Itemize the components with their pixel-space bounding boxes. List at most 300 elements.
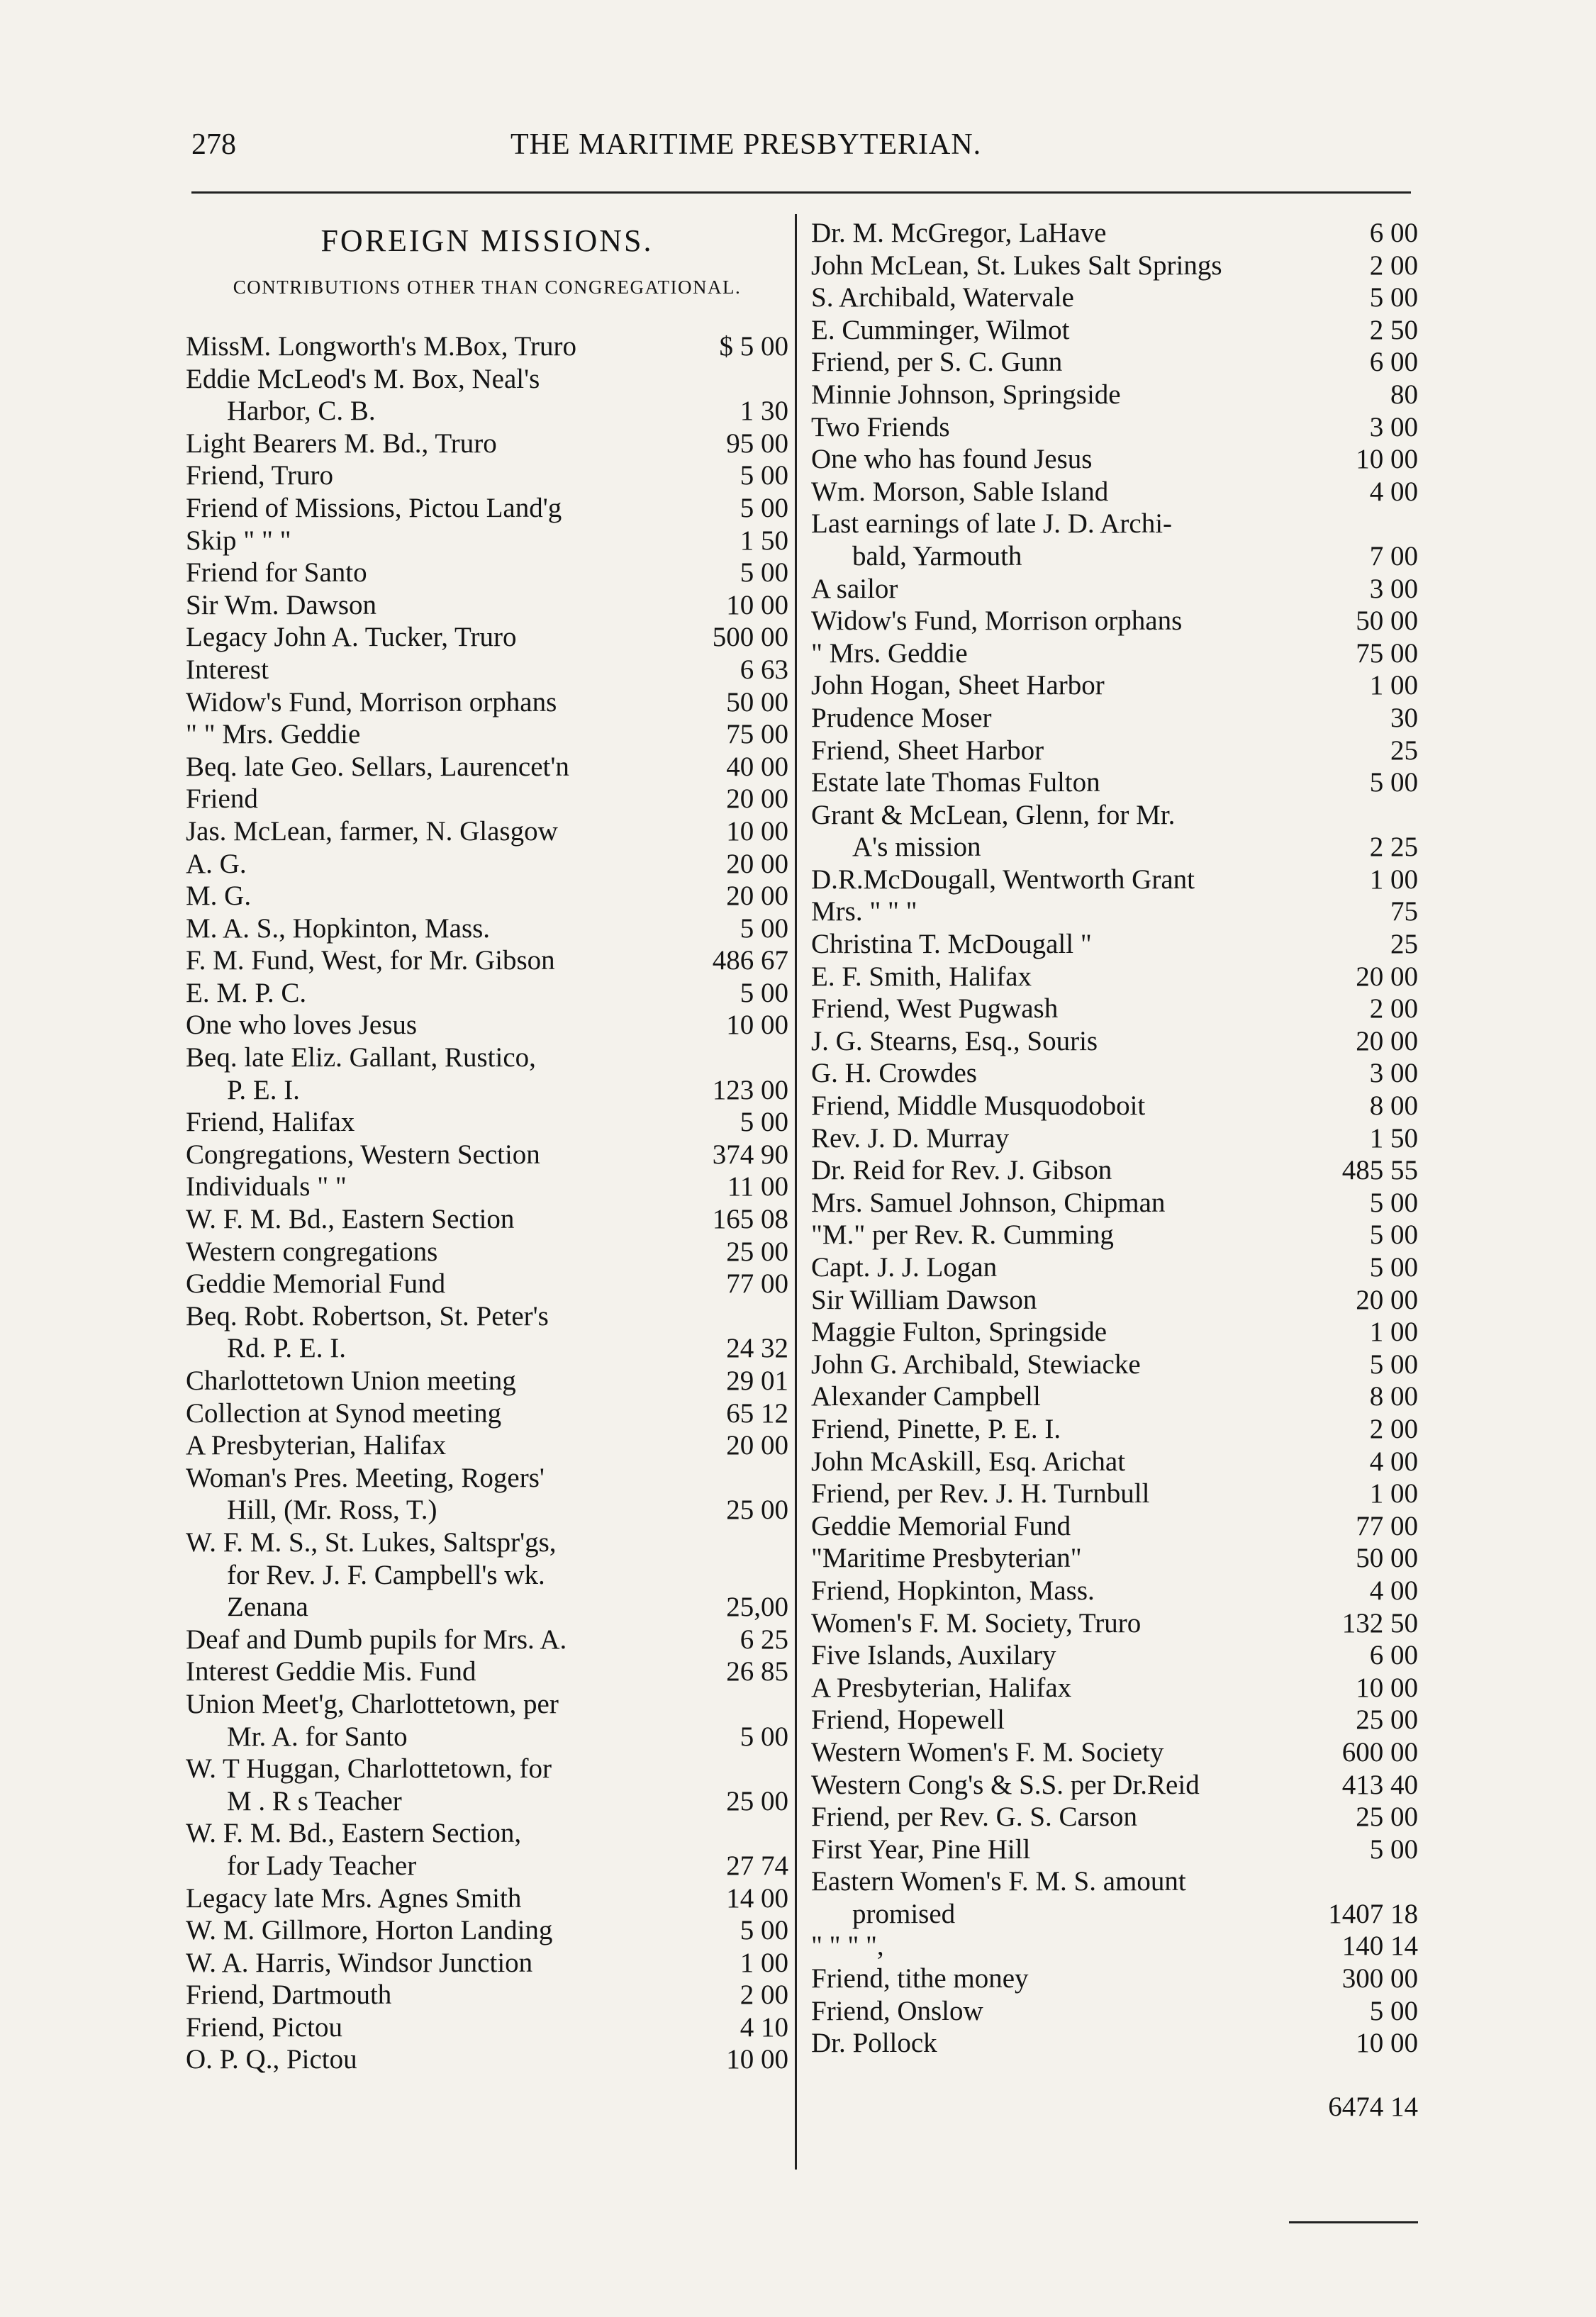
contributor-name: Last earnings of late J. D. Archi-	[811, 508, 1173, 540]
page-number: 278	[191, 128, 236, 161]
contribution-row	[811, 1380, 1418, 1413]
contributor-name: Interest Geddie Mis. Fund	[186, 1656, 476, 1687]
contribution-amount: 1 50	[740, 525, 788, 556]
contribution-row	[186, 428, 788, 460]
contribution-amount: 25 00	[1356, 1704, 1418, 1736]
contribution-row	[186, 1882, 788, 1915]
contribution-amount: 10 00	[1356, 444, 1418, 475]
contribution-amount: 6 00	[1369, 1640, 1418, 1671]
contribution-amount: 10 00	[726, 1010, 788, 1041]
contribution-amount: 165 08	[712, 1204, 788, 1235]
contributor-name: W. F. M. Bd., Eastern Section,	[186, 1818, 522, 1849]
contribution-amount: 3 00	[1369, 1058, 1418, 1089]
contributor-name: Five Islands, Auxilary	[811, 1640, 1056, 1671]
contribution-row	[186, 1429, 788, 1462]
contribution-row	[811, 1122, 1418, 1155]
contribution-amount: 5 00	[1369, 1349, 1418, 1380]
column-divider	[795, 214, 797, 2170]
left-column	[186, 217, 788, 2076]
contributor-name: Individuals " "	[186, 1171, 347, 1202]
contributor-name: Dr. Reid for Rev. J. Gibson	[811, 1155, 1112, 1186]
contribution-amount: 486 67	[712, 945, 788, 976]
contribution-row	[811, 573, 1418, 605]
contribution-row	[186, 848, 788, 881]
contribution-amount: 374 90	[712, 1139, 788, 1170]
contribution-row	[186, 1785, 788, 1818]
contribution-amount	[781, 1817, 788, 1850]
contributor-name: Friend, Sheet Harbor	[811, 735, 1044, 766]
contribution-amount: 4 10	[740, 2011, 788, 2043]
contributor-name: Sir Wm. Dawson	[186, 589, 377, 620]
contribution-amount	[1411, 799, 1418, 832]
contributor-name: Women's F. M. Society, Truro	[811, 1607, 1142, 1638]
contribution-amount: 1407 18	[1328, 1898, 1418, 1929]
contribution-row	[186, 1397, 788, 1430]
contributor-name: Harbor, C. B.	[227, 396, 376, 427]
contributor-name: Widow's Fund, Morrison orphans	[811, 605, 1183, 637]
contribution-row	[186, 1074, 788, 1107]
running-title: THE MARITIME PRESBYTERIAN.	[510, 128, 982, 161]
contribution-amount: 24 32	[726, 1333, 788, 1364]
contribution-amount: 2 00	[1369, 1413, 1418, 1444]
contribution-amount: 10 00	[1356, 1672, 1418, 1703]
contributor-name: E. Cumminger, Wilmot	[811, 314, 1070, 345]
contribution-amount: 50 00	[726, 686, 788, 718]
contribution-amount: 80	[1390, 379, 1418, 410]
contribution-row	[811, 1187, 1418, 1219]
contribution-amount: 27 74	[726, 1850, 788, 1881]
contribution-row	[186, 912, 788, 945]
contributor-name: A sailor	[811, 573, 898, 604]
contributor-name: Mrs. " " "	[811, 896, 917, 927]
contribution-amount: 25	[1390, 929, 1418, 960]
contributor-name: Dr. Pollock	[811, 2028, 937, 2059]
contributor-name: " Mrs. Geddie	[811, 637, 968, 669]
page-header	[191, 128, 1411, 170]
contributor-name: E. F. Smith, Halifax	[811, 961, 1032, 992]
contribution-row	[811, 1025, 1418, 1058]
contribution-row	[811, 1930, 1418, 1963]
contribution-row	[186, 459, 788, 492]
contribution-row	[186, 654, 788, 686]
contribution-row	[811, 766, 1418, 799]
contributor-name: Legacy late Mrs. Agnes Smith	[186, 1882, 522, 1914]
contribution-amount: 5 00	[740, 557, 788, 588]
contribution-amount: 40 00	[726, 751, 788, 782]
contributor-name: Jas. McLean, farmer, N. Glasgow	[186, 815, 558, 847]
contributor-name: Friend, Hopkinton, Mass.	[811, 1575, 1095, 1606]
contributor-name: Legacy John A. Tucker, Truro	[186, 622, 517, 653]
contributor-name: A. G.	[186, 848, 247, 879]
contributor-name: bald, Yarmouth	[852, 540, 1022, 571]
contributor-name: A Presbyterian, Halifax	[186, 1430, 447, 1461]
contribution-amount: $ 5 00	[719, 331, 788, 362]
contribution-amount	[781, 1462, 788, 1495]
contribution-amount	[781, 1526, 788, 1559]
contribution-amount: 25 00	[726, 1495, 788, 1526]
contributor-name: Light Bearers M. Bd., Truro	[186, 428, 497, 459]
contributor-name: Rd. P. E. I.	[227, 1333, 346, 1364]
contributor-name: Friend, Halifax	[186, 1107, 355, 1138]
contributor-name: Alexander Campbell	[811, 1381, 1041, 1412]
contribution-amount: 600 00	[1341, 1736, 1418, 1768]
section-subtitle: CONTRIBUTIONS OTHER THAN CONGREGATIONAL.	[233, 277, 742, 298]
contribution-amount: 123 00	[712, 1074, 788, 1105]
contribution-row	[186, 1268, 788, 1300]
contribution-row	[186, 589, 788, 622]
contribution-row	[811, 1542, 1418, 1575]
contribution-row	[186, 944, 788, 977]
contribution-row	[811, 1769, 1418, 1802]
contribution-row	[186, 1300, 788, 1333]
contribution-amount	[781, 1688, 788, 1721]
contributor-name: Zenana	[227, 1592, 308, 1623]
contributor-name: John McAskill, Esq. Arichat	[811, 1446, 1126, 1477]
section-title: FOREIGN MISSIONS.	[320, 223, 654, 258]
contribution-amount: 6 00	[1369, 347, 1418, 378]
contributor-name: One who loves Jesus	[186, 1010, 418, 1041]
contribution-amount: 77 00	[1356, 1510, 1418, 1541]
contribution-row	[186, 2011, 788, 2044]
contributor-name: A's mission	[852, 832, 981, 863]
contribution-amount: 25 00	[726, 1785, 788, 1816]
contribution-amount: 1 00	[1369, 864, 1418, 895]
contributor-name: P. E. I.	[227, 1074, 300, 1105]
header-rule	[191, 191, 1411, 194]
contributor-name: Grant & McLean, Glenn, for Mr.	[811, 799, 1176, 830]
contribution-row	[186, 525, 788, 557]
contribution-amount: 4 00	[1369, 476, 1418, 507]
contributor-name: Western Women's F. M. Society	[811, 1736, 1164, 1768]
contribution-amount: 20 00	[726, 881, 788, 912]
contribution-row	[186, 1753, 788, 1785]
contributor-name: D.R.McDougall, Wentworth Grant	[811, 864, 1195, 895]
contributor-name: Beq. late Geo. Sellars, Laurencet'n	[186, 751, 569, 782]
contribution-row	[811, 346, 1418, 379]
contribution-row	[811, 2027, 1418, 2060]
contribution-row	[186, 977, 788, 1010]
contribution-row	[811, 993, 1418, 1025]
total-row	[811, 2091, 1418, 2123]
contribution-row	[811, 1090, 1418, 1122]
contributor-name: Skip " " "	[186, 525, 291, 556]
contribution-row	[811, 540, 1418, 573]
contributor-name: Friend, Dartmouth	[186, 1980, 392, 2011]
contribution-amount	[1411, 508, 1418, 540]
contribution-row	[811, 250, 1418, 282]
contributor-name: Mrs. Samuel Johnson, Chipman	[811, 1187, 1166, 1218]
contributor-name: Friend, West Pugwash	[811, 993, 1059, 1024]
contribution-amount	[781, 363, 788, 396]
contribution-row	[186, 1526, 788, 1559]
contributor-name: Woman's Pres. Meeting, Rogers'	[186, 1462, 545, 1493]
contribution-row	[811, 605, 1418, 637]
contributor-name: Rev. J. D. Murray	[811, 1122, 1010, 1154]
contributor-name: Two Friends	[811, 411, 950, 442]
contribution-row	[811, 1478, 1418, 1510]
contributor-name: Friend, Onslow	[811, 1995, 983, 2026]
contribution-amount: 5 00	[740, 977, 788, 1008]
contribution-amount	[1411, 1865, 1418, 1898]
contributor-name: Friend, Pictou	[186, 2011, 342, 2043]
contribution-amount: 1 00	[740, 1947, 788, 1978]
contribution-amount: 2 00	[740, 1980, 788, 2011]
contributor-name: W. F. M. Bd., Eastern Section	[186, 1204, 515, 1235]
contributor-name: F. M. Fund, West, for Mr. Gibson	[186, 945, 555, 976]
contribution-amount: 75 00	[1356, 637, 1418, 669]
contribution-amount: 75	[1390, 896, 1418, 927]
contribution-row	[811, 1607, 1418, 1640]
contribution-row	[811, 799, 1418, 832]
contribution-row	[811, 1995, 1418, 2028]
contribution-row	[811, 411, 1418, 444]
contribution-amount: 25	[1390, 735, 1418, 766]
contribution-amount: 413 40	[1341, 1769, 1418, 1800]
contributor-name: " " " ",	[811, 1931, 884, 1962]
total-amount: 6474 14	[1328, 2091, 1418, 2122]
contribution-amount: 10 00	[726, 2044, 788, 2075]
contribution-row	[186, 1817, 788, 1850]
contribution-row	[811, 1865, 1418, 1898]
contributor-name: M . R s Teacher	[227, 1785, 402, 1816]
contributor-name: Western Cong's & S.S. per Dr.Reid	[811, 1769, 1200, 1800]
contribution-row	[811, 1736, 1418, 1769]
contribution-row	[186, 751, 788, 783]
contribution-row	[186, 783, 788, 815]
contribution-row	[811, 1801, 1418, 1833]
contributor-name: Friend	[186, 783, 258, 815]
contribution-amount: 2 00	[1369, 993, 1418, 1024]
contributor-name: Interest	[186, 654, 269, 685]
contribution-amount: 5 00	[1369, 1995, 1418, 2026]
contribution-row	[186, 1721, 788, 1753]
contributor-name: for Lady Teacher	[227, 1850, 417, 1881]
contributor-name: Friend, Pinette, P. E. I.	[811, 1413, 1061, 1444]
contribution-row	[811, 735, 1418, 767]
contribution-amount: 50 00	[1356, 605, 1418, 637]
contribution-row	[186, 557, 788, 589]
contribution-amount: 6 00	[1369, 218, 1418, 248]
contributor-name: Deaf and Dumb pupils for Mrs. A.	[186, 1624, 567, 1655]
contribution-row	[811, 831, 1418, 864]
contribution-row	[811, 669, 1418, 702]
contributor-name: Dr. M. McGregor, LaHave	[811, 218, 1107, 248]
contribution-amount: 10 00	[1356, 2028, 1418, 2059]
contribution-amount: 10 00	[726, 589, 788, 620]
contributor-name: Western congregations	[186, 1236, 438, 1267]
contribution-row	[811, 1963, 1418, 1995]
contribution-row	[811, 1154, 1418, 1187]
contribution-amount: 3 00	[1369, 573, 1418, 604]
contribution-amount	[781, 1042, 788, 1074]
contributor-name: Wm. Morson, Sable Island	[811, 476, 1109, 507]
contribution-amount: 25,00	[726, 1592, 788, 1623]
contribution-row	[811, 961, 1418, 993]
contribution-amount: 20 00	[1356, 961, 1418, 992]
contribution-amount: 25 00	[726, 1236, 788, 1267]
contribution-amount: 5 00	[740, 912, 788, 944]
contributor-name: G. H. Crowdes	[811, 1058, 977, 1089]
contribution-row	[186, 686, 788, 719]
contribution-row	[186, 621, 788, 654]
contribution-row	[811, 864, 1418, 896]
total-spacer	[811, 2091, 1321, 2123]
contribution-row	[186, 1624, 788, 1656]
contributor-name: A Presbyterian, Halifax	[811, 1672, 1072, 1703]
contributor-name: Hill, (Mr. Ross, T.)	[227, 1495, 437, 1526]
contribution-amount: 1 30	[740, 396, 788, 427]
contributor-name: W. T Huggan, Charlottetown, for	[186, 1753, 552, 1785]
contribution-row	[186, 1203, 788, 1236]
contribution-amount: 2 50	[1369, 314, 1418, 345]
contributor-name: Geddie Memorial Fund	[186, 1268, 446, 1300]
contributor-name: Friend, per S. C. Gunn	[811, 347, 1063, 378]
contributor-name: First Year, Pine Hill	[811, 1833, 1031, 1865]
contribution-amount: 5 00	[740, 492, 788, 523]
contribution-row	[811, 1349, 1418, 1381]
contribution-amount: 140 14	[1341, 1931, 1418, 1962]
contribution-row	[186, 1559, 788, 1592]
contribution-row	[186, 1979, 788, 2011]
contribution-row	[811, 314, 1418, 347]
contribution-row	[811, 1833, 1418, 1866]
contribution-amount: 20 00	[1356, 1284, 1418, 1315]
contribution-row	[186, 1688, 788, 1721]
contribution-row	[811, 1057, 1418, 1090]
contributor-name: "Maritime Presbyterian"	[811, 1543, 1082, 1574]
contribution-row	[186, 815, 788, 848]
contribution-row	[186, 363, 788, 396]
contributor-name: Christina T. McDougall "	[811, 929, 1092, 960]
contribution-row	[811, 508, 1418, 540]
contributor-name: " " Mrs. Geddie	[186, 719, 361, 750]
contributor-name: Congregations, Western Section	[186, 1139, 540, 1170]
contribution-amount: 300 00	[1341, 1963, 1418, 1994]
contributor-name: Charlottetown Union meeting	[186, 1366, 516, 1396]
contributor-name: Friend, Middle Musquodoboit	[811, 1090, 1146, 1122]
contribution-amount: 5 00	[740, 460, 788, 491]
contribution-amount: 65 12	[726, 1397, 788, 1429]
contribution-amount: 4 00	[1369, 1575, 1418, 1606]
contribution-amount: 5 00	[1369, 1833, 1418, 1865]
contributor-name: "M." per Rev. R. Cumming	[811, 1219, 1114, 1251]
contribution-row	[811, 637, 1418, 670]
contributor-name: Friend, per Rev. G. S. Carson	[811, 1802, 1138, 1833]
contribution-row	[811, 928, 1418, 961]
contribution-row	[811, 1251, 1418, 1284]
contributor-name: Sir William Dawson	[811, 1284, 1037, 1315]
contribution-row	[811, 1704, 1418, 1736]
contribution-amount: 75 00	[726, 719, 788, 750]
contributor-name: Beq. Robt. Robertson, St. Peter's	[186, 1300, 549, 1331]
contributor-name: Friend of Missions, Pictou Land'g	[186, 492, 562, 523]
contribution-row	[811, 1575, 1418, 1607]
contributor-name: J. G. Stearns, Esq., Souris	[811, 1025, 1098, 1056]
contribution-amount: 5 00	[740, 1915, 788, 1946]
contributor-name: W. A. Harris, Windsor Junction	[186, 1947, 533, 1978]
contributor-name: W. M. Gillmore, Horton Landing	[186, 1915, 553, 1946]
contribution-row	[186, 1656, 788, 1688]
contribution-row	[811, 443, 1418, 476]
contribution-amount: 2 25	[1369, 832, 1418, 863]
contribution-row	[811, 1639, 1418, 1672]
contributor-name: Widow's Fund, Morrison orphans	[186, 686, 557, 718]
contributor-name: S. Archibald, Watervale	[811, 282, 1074, 313]
contribution-amount	[781, 1559, 788, 1592]
contributor-name: Friend, per Rev. J. H. Turnbull	[811, 1478, 1150, 1509]
contribution-row	[811, 1446, 1418, 1478]
contribution-row	[186, 1171, 788, 1203]
contribution-amount: 8 00	[1369, 1381, 1418, 1412]
contribution-amount: 11 00	[727, 1171, 788, 1202]
contribution-row	[186, 1494, 788, 1526]
contributor-name: One who has found Jesus	[811, 444, 1093, 475]
contribution-amount: 132 50	[1341, 1607, 1418, 1638]
contribution-row	[186, 880, 788, 912]
contribution-row	[811, 1316, 1418, 1349]
contribution-amount: 20 00	[726, 1430, 788, 1461]
contributor-name: E. M. P. C.	[186, 977, 307, 1008]
contribution-row	[186, 1365, 788, 1397]
contribution-amount: 1 00	[1369, 670, 1418, 701]
contribution-row	[811, 476, 1418, 508]
contribution-amount: 14 00	[726, 1882, 788, 1914]
contribution-row	[186, 1914, 788, 1947]
contribution-amount: 20 00	[726, 783, 788, 815]
contributor-name: Friend, tithe money	[811, 1963, 1029, 1994]
contribution-row	[186, 1850, 788, 1882]
contribution-amount: 5 00	[1369, 1219, 1418, 1251]
contributor-name: O. P. Q., Pictou	[186, 2044, 357, 2075]
left-entry-list	[186, 330, 788, 2076]
contribution-amount: 10 00	[726, 815, 788, 847]
contribution-amount: 500 00	[712, 622, 788, 653]
contributor-name: Collection at Synod meeting	[186, 1397, 502, 1429]
contributor-name: M. A. S., Hopkinton, Mass.	[186, 912, 491, 944]
contribution-amount: 6 25	[740, 1624, 788, 1655]
contribution-amount: 20 00	[1356, 1025, 1418, 1056]
contributor-name: Union Meet'g, Charlottetown, per	[186, 1688, 559, 1719]
contribution-amount: 5 00	[740, 1107, 788, 1138]
contributor-name: Estate late Thomas Fulton	[811, 767, 1100, 798]
contribution-row	[811, 281, 1418, 314]
contributor-name: Geddie Memorial Fund	[811, 1510, 1071, 1541]
contributor-name: Prudence Moser	[811, 702, 992, 733]
contribution-amount: 50 00	[1356, 1543, 1418, 1574]
contribution-amount: 1 50	[1369, 1122, 1418, 1154]
contributor-name: John McLean, St. Lukes Salt Springs	[811, 250, 1222, 281]
contribution-amount	[781, 1300, 788, 1333]
right-entry-list	[811, 217, 1418, 2060]
contributor-name: Eastern Women's F. M. S. amount	[811, 1866, 1186, 1897]
contributor-name: Mr. A. for Santo	[227, 1721, 408, 1752]
contribution-amount: 6 63	[740, 654, 788, 685]
contribution-amount: 5 00	[1369, 1252, 1418, 1283]
contribution-row	[186, 718, 788, 751]
contribution-row	[811, 1413, 1418, 1446]
contributor-name: Friend, Truro	[186, 460, 334, 491]
right-column	[811, 217, 1418, 2123]
contribution-amount: 5 00	[1369, 1187, 1418, 1218]
contribution-row	[186, 1042, 788, 1074]
contribution-row	[811, 1898, 1418, 1931]
contributor-name: Minnie Johnson, Springside	[811, 379, 1121, 410]
contribution-row	[186, 1947, 788, 1980]
contribution-row	[811, 217, 1418, 250]
contribution-amount: 1 00	[1369, 1478, 1418, 1509]
contributor-name: John G. Archibald, Stewiacke	[811, 1349, 1141, 1380]
contribution-row	[186, 1139, 788, 1171]
